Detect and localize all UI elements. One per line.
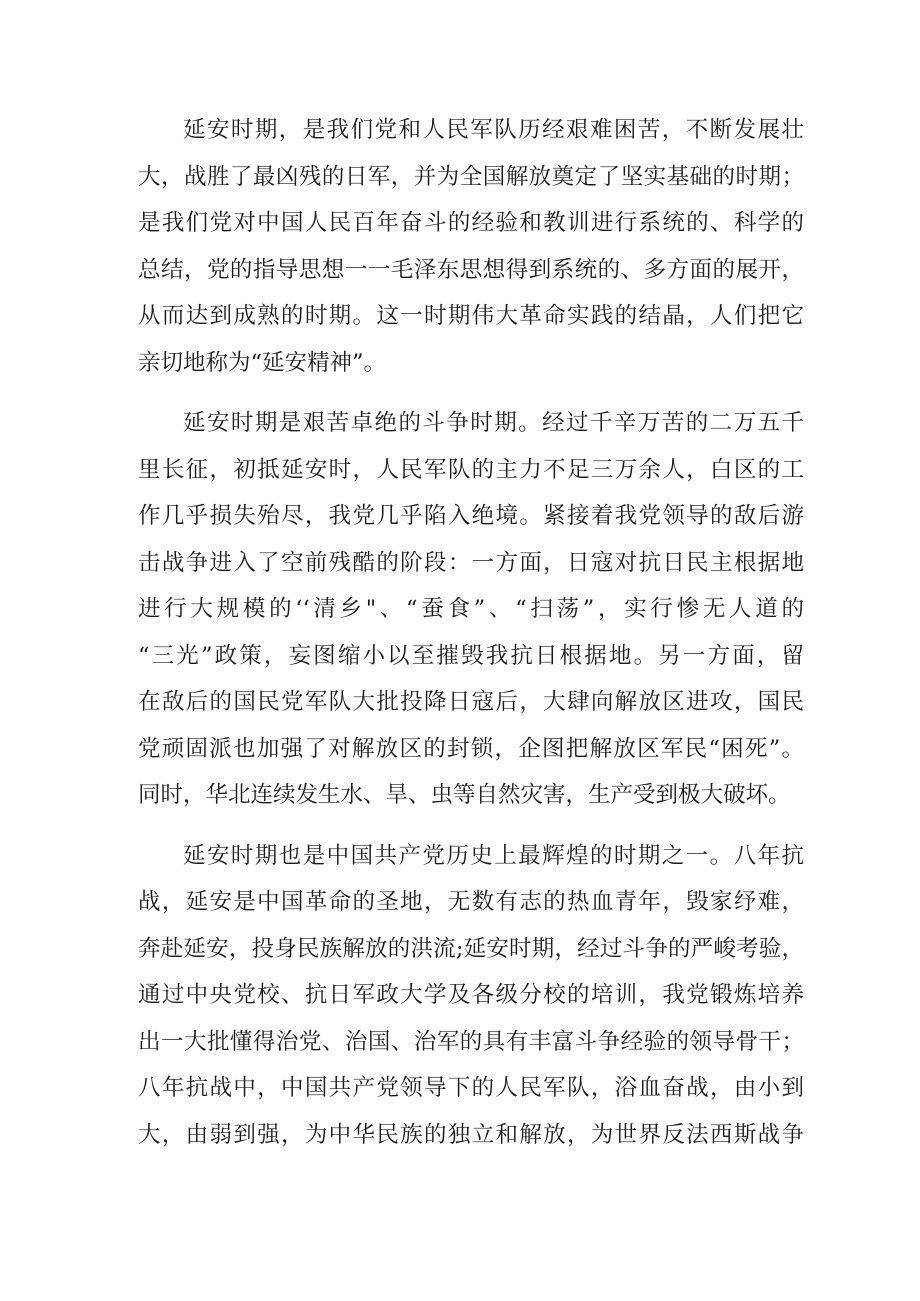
text-line: 党顽固派也加强了对解放区的封锁，企图把解放区军民“困死”。 bbox=[138, 735, 804, 762]
text-line: 延安时期，是我们党和人民军队历经艰难困苦，不断发展壮 bbox=[183, 117, 804, 143]
text-line: 八年抗战中，中国共产党领导下的人民军队，浴血奋战，由小到 bbox=[138, 1075, 804, 1101]
text-line: 大，由弱到强，为中华民族的独立和解放，为世界反法西斯战争 bbox=[138, 1121, 804, 1148]
text-line: 击战争进入了空前残酷的阶段：一方面，日寇对抗日民主根据地 bbox=[138, 549, 804, 576]
text-line: 进行大规模的‘‘清乡"、“蚕食”、“扫荡”，实行惨无人道的 bbox=[138, 596, 804, 622]
text-line: 作几乎损失殆尽，我党几乎陷入绝境。紧接着我党领导的敌后游 bbox=[138, 503, 804, 529]
text-line: 战，延安是中国革命的圣地，无数有志的热血青年，毁家纾难， bbox=[138, 889, 804, 915]
text-line: 出一大批懂得治党、治国、治军的具有丰富斗争经验的领导骨干； bbox=[138, 1028, 804, 1055]
paragraph-yanan-period-overview bbox=[138, 107, 804, 386]
text-line: 里长征，初抵延安时，人民军队的主力不足三万余人，白区的工 bbox=[138, 456, 804, 483]
text-line: 延安时期是艰苦卓绝的斗争时期。经过千辛万苦的二万五千 bbox=[183, 410, 804, 436]
text-line: 延安时期也是中国共产党历史上最辉煌的时期之一。八年抗 bbox=[183, 842, 804, 869]
text-line: 是我们党对中国人民百年奋斗的经验和教训进行系统的、科学的 bbox=[138, 210, 804, 236]
paragraph-hardship-period bbox=[138, 400, 804, 819]
document-body bbox=[138, 107, 804, 1158]
text-line: 通过中央党校、抗日军政大学及各级分校的培训，我党锻炼培养 bbox=[138, 982, 804, 1008]
text-line: 大，战胜了最凶残的日军，并为全国解放奠定了坚实基础的时期； bbox=[138, 163, 804, 190]
text-line: 总结，党的指导思想一一毛泽东思想得到系统的、多方面的展开， bbox=[138, 256, 804, 283]
text-line: 亲切地称为“延安精神”。 bbox=[138, 349, 387, 376]
paragraph-glorious-period bbox=[138, 833, 804, 1159]
text-line: 奔赴延安，投身民族解放的洪流;延安时期，经过斗争的严峻考验， bbox=[138, 935, 804, 962]
text-line: 在敌后的国民党军队大批投降日寇后，大肆向解放区进攻，国民 bbox=[138, 689, 804, 715]
text-line: 从而达到成熟的时期。这一时期伟大革命实践的结晶，人们把它 bbox=[138, 303, 804, 329]
text-line: “三光”政策，妄图缩小以至摧毁我抗日根据地。另一方面，留 bbox=[138, 642, 804, 669]
text-line: 同时，华北连续发生水、旱、虫等自然灾害，生产受到极大破坏。 bbox=[138, 782, 791, 808]
